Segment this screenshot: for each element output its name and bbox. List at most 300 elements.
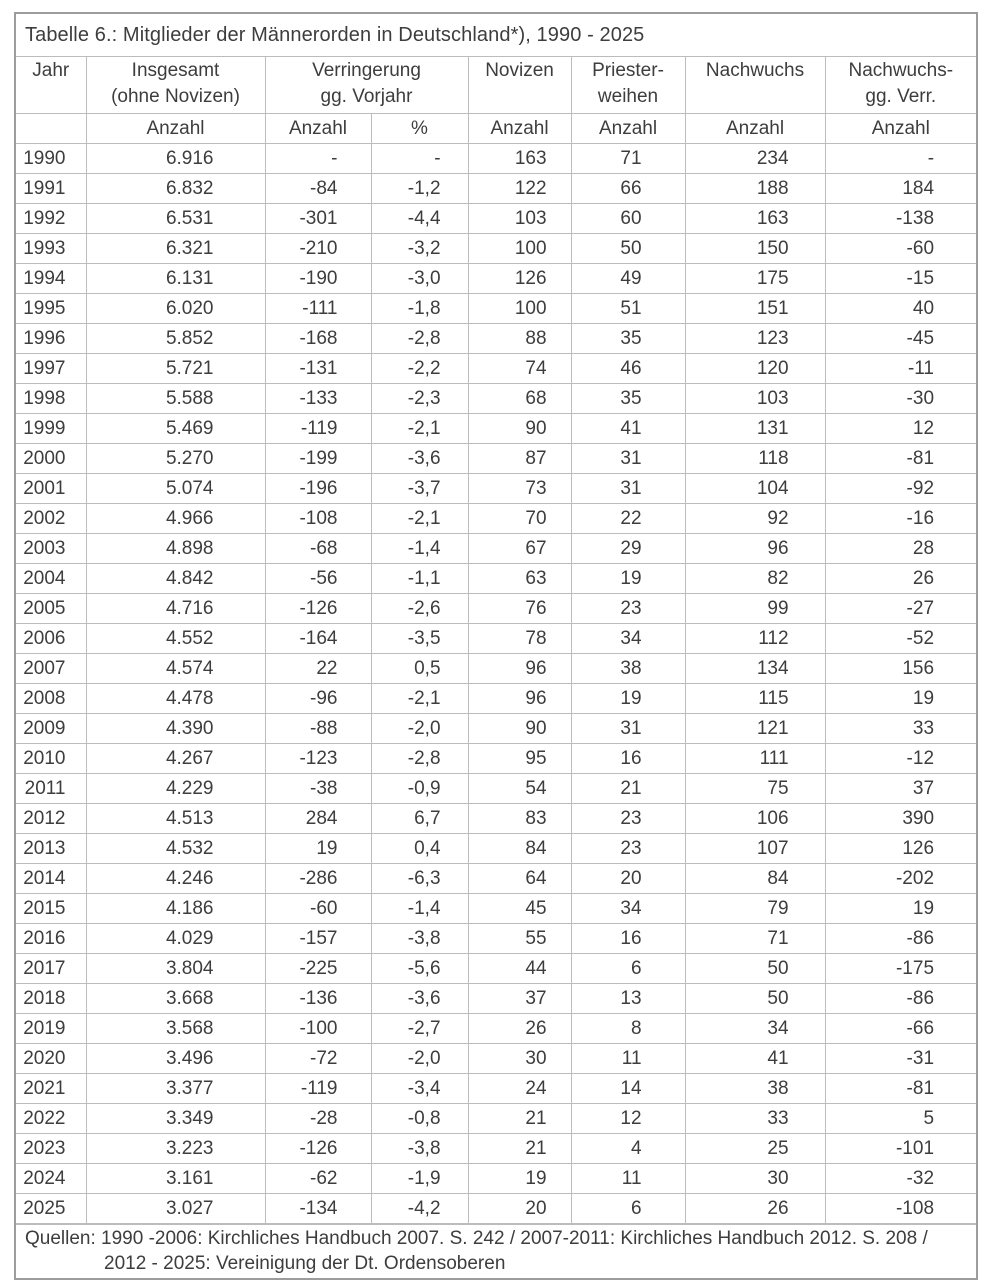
value-cell: 19: [571, 684, 685, 714]
value-cell: -2,3: [371, 384, 468, 414]
value-cell: 49: [571, 264, 685, 294]
value-cell: -1,8: [371, 294, 468, 324]
value-cell: 92: [685, 504, 825, 534]
year-cell: 1996: [16, 324, 86, 354]
value-cell: -3,8: [371, 924, 468, 954]
value-cell: -3,2: [371, 234, 468, 264]
value-cell: 34: [685, 1014, 825, 1044]
value-cell: -3,0: [371, 264, 468, 294]
value-cell: -1,4: [371, 534, 468, 564]
value-cell: 163: [685, 204, 825, 234]
value-cell: -: [371, 144, 468, 174]
value-cell: 106: [685, 804, 825, 834]
value-cell: 112: [685, 624, 825, 654]
value-cell: 3.223: [86, 1134, 265, 1164]
table-row: [16, 174, 976, 204]
value-cell: 175: [685, 264, 825, 294]
value-cell: -30: [825, 384, 976, 414]
table-row: [16, 1074, 976, 1104]
value-cell: -81: [825, 1074, 976, 1104]
value-cell: -168: [265, 324, 371, 354]
year-cell: 2004: [16, 564, 86, 594]
value-cell: 11: [571, 1164, 685, 1194]
value-cell: -2,1: [371, 684, 468, 714]
value-cell: 100: [468, 234, 571, 264]
col-header-verringerung: Verringerung gg. Vorjahr: [265, 57, 468, 114]
value-cell: 20: [468, 1194, 571, 1224]
value-cell: 96: [468, 654, 571, 684]
value-cell: -2,7: [371, 1014, 468, 1044]
value-cell: -111: [265, 294, 371, 324]
subheader-percent: %: [371, 114, 468, 144]
value-cell: 103: [468, 204, 571, 234]
value-cell: -86: [825, 984, 976, 1014]
year-cell: 1993: [16, 234, 86, 264]
value-cell: 5.852: [86, 324, 265, 354]
table-header: [16, 57, 976, 144]
value-cell: 3.027: [86, 1194, 265, 1224]
value-cell: -0,9: [371, 774, 468, 804]
value-cell: 3.668: [86, 984, 265, 1014]
subheader-anzahl: Anzahl: [468, 114, 571, 144]
col-header-priesterweihen: Priester- weihen: [571, 57, 685, 114]
value-cell: 40: [825, 294, 976, 324]
value-cell: 0,4: [371, 834, 468, 864]
table-row: [16, 444, 976, 474]
value-cell: -6,3: [371, 864, 468, 894]
value-cell: 60: [571, 204, 685, 234]
value-cell: 30: [468, 1044, 571, 1074]
value-cell: 73: [468, 474, 571, 504]
value-cell: 25: [685, 1134, 825, 1164]
value-cell: 26: [685, 1194, 825, 1224]
value-cell: -108: [265, 504, 371, 534]
value-cell: 21: [468, 1104, 571, 1134]
value-cell: -66: [825, 1014, 976, 1044]
table-row: [16, 684, 976, 714]
value-cell: 12: [825, 414, 976, 444]
value-cell: 20: [571, 864, 685, 894]
table-row: [16, 864, 976, 894]
value-cell: 21: [571, 774, 685, 804]
value-cell: -119: [265, 414, 371, 444]
value-cell: 390: [825, 804, 976, 834]
value-cell: 35: [571, 384, 685, 414]
value-cell: 4.532: [86, 834, 265, 864]
value-cell: 54: [468, 774, 571, 804]
subheader-anzahl: Anzahl: [685, 114, 825, 144]
value-cell: -38: [265, 774, 371, 804]
value-cell: 104: [685, 474, 825, 504]
value-cell: 19: [825, 684, 976, 714]
value-cell: -126: [265, 1134, 371, 1164]
value-cell: 31: [571, 444, 685, 474]
subheader-anzahl: Anzahl: [571, 114, 685, 144]
value-cell: 5.469: [86, 414, 265, 444]
table-title: Tabelle 6.: Mitglieder der Männerorden in Deutschland*), 1990 - 2025: [16, 14, 976, 57]
year-cell: 2025: [16, 1194, 86, 1224]
value-cell: 82: [685, 564, 825, 594]
value-cell: 37: [468, 984, 571, 1014]
value-cell: -164: [265, 624, 371, 654]
year-cell: 2018: [16, 984, 86, 1014]
table-row: [16, 1194, 976, 1224]
col-header-jahr: Jahr: [16, 57, 86, 114]
value-cell: -32: [825, 1164, 976, 1194]
value-cell: 90: [468, 714, 571, 744]
value-cell: 6.131: [86, 264, 265, 294]
table-row: [16, 894, 976, 924]
table-row: [16, 1134, 976, 1164]
value-cell: 28: [825, 534, 976, 564]
value-cell: 5.588: [86, 384, 265, 414]
value-cell: 4.842: [86, 564, 265, 594]
year-cell: 2001: [16, 474, 86, 504]
value-cell: -138: [825, 204, 976, 234]
value-cell: 74: [468, 354, 571, 384]
value-cell: 188: [685, 174, 825, 204]
value-cell: -1,4: [371, 894, 468, 924]
value-cell: 4.898: [86, 534, 265, 564]
table-row: [16, 804, 976, 834]
table-row: [16, 924, 976, 954]
value-cell: -28: [265, 1104, 371, 1134]
year-cell: 2006: [16, 624, 86, 654]
value-cell: -96: [265, 684, 371, 714]
value-cell: 6: [571, 954, 685, 984]
value-cell: 123: [685, 324, 825, 354]
value-cell: 75: [685, 774, 825, 804]
value-cell: -31: [825, 1044, 976, 1074]
value-cell: 22: [571, 504, 685, 534]
value-cell: -1,9: [371, 1164, 468, 1194]
value-cell: -3,8: [371, 1134, 468, 1164]
value-cell: -2,1: [371, 414, 468, 444]
value-cell: 19: [825, 894, 976, 924]
value-cell: 31: [571, 474, 685, 504]
value-cell: -2,2: [371, 354, 468, 384]
value-cell: 66: [571, 174, 685, 204]
table-row: [16, 774, 976, 804]
value-cell: 107: [685, 834, 825, 864]
value-cell: -60: [825, 234, 976, 264]
value-cell: 50: [571, 234, 685, 264]
value-cell: -: [265, 144, 371, 174]
value-cell: -68: [265, 534, 371, 564]
value-cell: -100: [265, 1014, 371, 1044]
value-cell: 21: [468, 1134, 571, 1164]
value-cell: -2,6: [371, 594, 468, 624]
value-cell: 23: [571, 594, 685, 624]
value-cell: 41: [571, 414, 685, 444]
value-cell: 90: [468, 414, 571, 444]
year-cell: 2016: [16, 924, 86, 954]
year-cell: 2000: [16, 444, 86, 474]
value-cell: -134: [265, 1194, 371, 1224]
value-cell: 4.574: [86, 654, 265, 684]
value-cell: -131: [265, 354, 371, 384]
value-cell: 184: [825, 174, 976, 204]
value-cell: 3.377: [86, 1074, 265, 1104]
value-cell: 70: [468, 504, 571, 534]
value-cell: 6: [571, 1194, 685, 1224]
table-row: [16, 504, 976, 534]
value-cell: 6.321: [86, 234, 265, 264]
table-footer-sources: [16, 1224, 976, 1278]
value-cell: 4.267: [86, 744, 265, 774]
subheader-anzahl: Anzahl: [265, 114, 371, 144]
table-row: [16, 564, 976, 594]
value-cell: -: [825, 144, 976, 174]
year-cell: 2012: [16, 804, 86, 834]
value-cell: 134: [685, 654, 825, 684]
table-row: [16, 414, 976, 444]
value-cell: 99: [685, 594, 825, 624]
value-cell: 4.246: [86, 864, 265, 894]
table-row: [16, 324, 976, 354]
value-cell: 19: [468, 1164, 571, 1194]
value-cell: 5.074: [86, 474, 265, 504]
value-cell: 115: [685, 684, 825, 714]
value-cell: -286: [265, 864, 371, 894]
value-cell: 4.029: [86, 924, 265, 954]
value-cell: 84: [685, 864, 825, 894]
value-cell: 50: [685, 984, 825, 1014]
table-row: [16, 264, 976, 294]
value-cell: 34: [571, 624, 685, 654]
value-cell: 68: [468, 384, 571, 414]
value-cell: 126: [468, 264, 571, 294]
subheader-empty: [16, 114, 86, 144]
table-row: [16, 534, 976, 564]
value-cell: -3,6: [371, 984, 468, 1014]
year-cell: 1997: [16, 354, 86, 384]
value-cell: 6.020: [86, 294, 265, 324]
year-cell: 2022: [16, 1104, 86, 1134]
year-cell: 1990: [16, 144, 86, 174]
value-cell: -84: [265, 174, 371, 204]
value-cell: -199: [265, 444, 371, 474]
table-row: [16, 654, 976, 684]
value-cell: 3.349: [86, 1104, 265, 1134]
table-row: [16, 594, 976, 624]
value-cell: 5: [825, 1104, 976, 1134]
value-cell: -2,8: [371, 744, 468, 774]
year-cell: 1999: [16, 414, 86, 444]
value-cell: 16: [571, 924, 685, 954]
value-cell: 156: [825, 654, 976, 684]
value-cell: -2,0: [371, 1044, 468, 1074]
table-row: [16, 294, 976, 324]
value-cell: 76: [468, 594, 571, 624]
value-cell: -62: [265, 1164, 371, 1194]
value-cell: 33: [825, 714, 976, 744]
year-cell: 2011: [16, 774, 86, 804]
year-cell: 2005: [16, 594, 86, 624]
value-cell: -12: [825, 744, 976, 774]
value-cell: -3,5: [371, 624, 468, 654]
value-cell: 8: [571, 1014, 685, 1044]
year-cell: 2003: [16, 534, 86, 564]
value-cell: 88: [468, 324, 571, 354]
value-cell: 50: [685, 954, 825, 984]
value-cell: -126: [265, 594, 371, 624]
value-cell: 131: [685, 414, 825, 444]
value-cell: -175: [825, 954, 976, 984]
value-cell: 63: [468, 564, 571, 594]
value-cell: 111: [685, 744, 825, 774]
value-cell: -1,2: [371, 174, 468, 204]
data-table: [16, 57, 976, 1224]
table-row: [16, 984, 976, 1014]
value-cell: -92: [825, 474, 976, 504]
value-cell: 4.552: [86, 624, 265, 654]
value-cell: -1,1: [371, 564, 468, 594]
document-table: [14, 12, 978, 1280]
value-cell: -3,7: [371, 474, 468, 504]
value-cell: 79: [685, 894, 825, 924]
value-cell: -81: [825, 444, 976, 474]
value-cell: 35: [571, 324, 685, 354]
value-cell: -56: [265, 564, 371, 594]
value-cell: -15: [825, 264, 976, 294]
year-cell: 2020: [16, 1044, 86, 1074]
value-cell: 4.390: [86, 714, 265, 744]
value-cell: -108: [825, 1194, 976, 1224]
year-cell: 2009: [16, 714, 86, 744]
value-cell: 23: [571, 804, 685, 834]
table-row: [16, 384, 976, 414]
value-cell: -225: [265, 954, 371, 984]
subheader-anzahl: Anzahl: [825, 114, 976, 144]
table-row: [16, 1044, 976, 1074]
value-cell: 13: [571, 984, 685, 1014]
year-cell: 2019: [16, 1014, 86, 1044]
value-cell: 46: [571, 354, 685, 384]
value-cell: 4.716: [86, 594, 265, 624]
value-cell: 6.832: [86, 174, 265, 204]
value-cell: 23: [571, 834, 685, 864]
value-cell: -190: [265, 264, 371, 294]
value-cell: 95: [468, 744, 571, 774]
value-cell: 71: [685, 924, 825, 954]
value-cell: -133: [265, 384, 371, 414]
col-header-novizen: Novizen: [468, 57, 571, 114]
value-cell: 96: [685, 534, 825, 564]
value-cell: 37: [825, 774, 976, 804]
source-line-2: 2012 - 2025: Vereinigung der Dt. Ordensoberen: [104, 1253, 506, 1274]
value-cell: -0,8: [371, 1104, 468, 1134]
value-cell: 45: [468, 894, 571, 924]
value-cell: -3,6: [371, 444, 468, 474]
value-cell: 38: [685, 1074, 825, 1104]
header-row-units: [16, 114, 976, 144]
year-cell: 2015: [16, 894, 86, 924]
value-cell: 87: [468, 444, 571, 474]
value-cell: 4.478: [86, 684, 265, 714]
value-cell: 284: [265, 804, 371, 834]
subheader-anzahl: Anzahl: [86, 114, 265, 144]
value-cell: -88: [265, 714, 371, 744]
year-cell: 2002: [16, 504, 86, 534]
table-row: [16, 474, 976, 504]
value-cell: 3.568: [86, 1014, 265, 1044]
value-cell: 151: [685, 294, 825, 324]
value-cell: 6,7: [371, 804, 468, 834]
table-row: [16, 954, 976, 984]
value-cell: -101: [825, 1134, 976, 1164]
value-cell: -157: [265, 924, 371, 954]
year-cell: 1992: [16, 204, 86, 234]
year-cell: 2017: [16, 954, 86, 984]
value-cell: -5,6: [371, 954, 468, 984]
value-cell: 26: [825, 564, 976, 594]
value-cell: -123: [265, 744, 371, 774]
value-cell: 67: [468, 534, 571, 564]
value-cell: 3.161: [86, 1164, 265, 1194]
value-cell: 4.966: [86, 504, 265, 534]
value-cell: 24: [468, 1074, 571, 1104]
year-cell: 2010: [16, 744, 86, 774]
year-cell: 1998: [16, 384, 86, 414]
value-cell: 163: [468, 144, 571, 174]
value-cell: 16: [571, 744, 685, 774]
value-cell: 51: [571, 294, 685, 324]
value-cell: 26: [468, 1014, 571, 1044]
value-cell: -16: [825, 504, 976, 534]
value-cell: 44: [468, 954, 571, 984]
year-cell: 2023: [16, 1134, 86, 1164]
value-cell: -119: [265, 1074, 371, 1104]
year-cell: 2021: [16, 1074, 86, 1104]
value-cell: 12: [571, 1104, 685, 1134]
value-cell: -86: [825, 924, 976, 954]
col-header-nachwuchs-verr: Nachwuchs- gg. Verr.: [825, 57, 976, 114]
value-cell: 4.229: [86, 774, 265, 804]
value-cell: 31: [571, 714, 685, 744]
year-cell: 1994: [16, 264, 86, 294]
value-cell: -11: [825, 354, 976, 384]
value-cell: 38: [571, 654, 685, 684]
value-cell: 64: [468, 864, 571, 894]
value-cell: 126: [825, 834, 976, 864]
value-cell: -210: [265, 234, 371, 264]
value-cell: 234: [685, 144, 825, 174]
table-row: [16, 204, 976, 234]
value-cell: -4,2: [371, 1194, 468, 1224]
value-cell: -52: [825, 624, 976, 654]
col-header-nachwuchs: Nachwuchs: [685, 57, 825, 114]
value-cell: 3.804: [86, 954, 265, 984]
value-cell: 4.513: [86, 804, 265, 834]
table-row: [16, 234, 976, 264]
value-cell: 19: [571, 564, 685, 594]
table-row: [16, 1164, 976, 1194]
value-cell: -45: [825, 324, 976, 354]
value-cell: 11: [571, 1044, 685, 1074]
value-cell: 83: [468, 804, 571, 834]
value-cell: -136: [265, 984, 371, 1014]
value-cell: 150: [685, 234, 825, 264]
value-cell: -301: [265, 204, 371, 234]
value-cell: -72: [265, 1044, 371, 1074]
value-cell: 118: [685, 444, 825, 474]
value-cell: 103: [685, 384, 825, 414]
value-cell: -202: [825, 864, 976, 894]
table-row: [16, 744, 976, 774]
year-cell: 1991: [16, 174, 86, 204]
value-cell: 30: [685, 1164, 825, 1194]
